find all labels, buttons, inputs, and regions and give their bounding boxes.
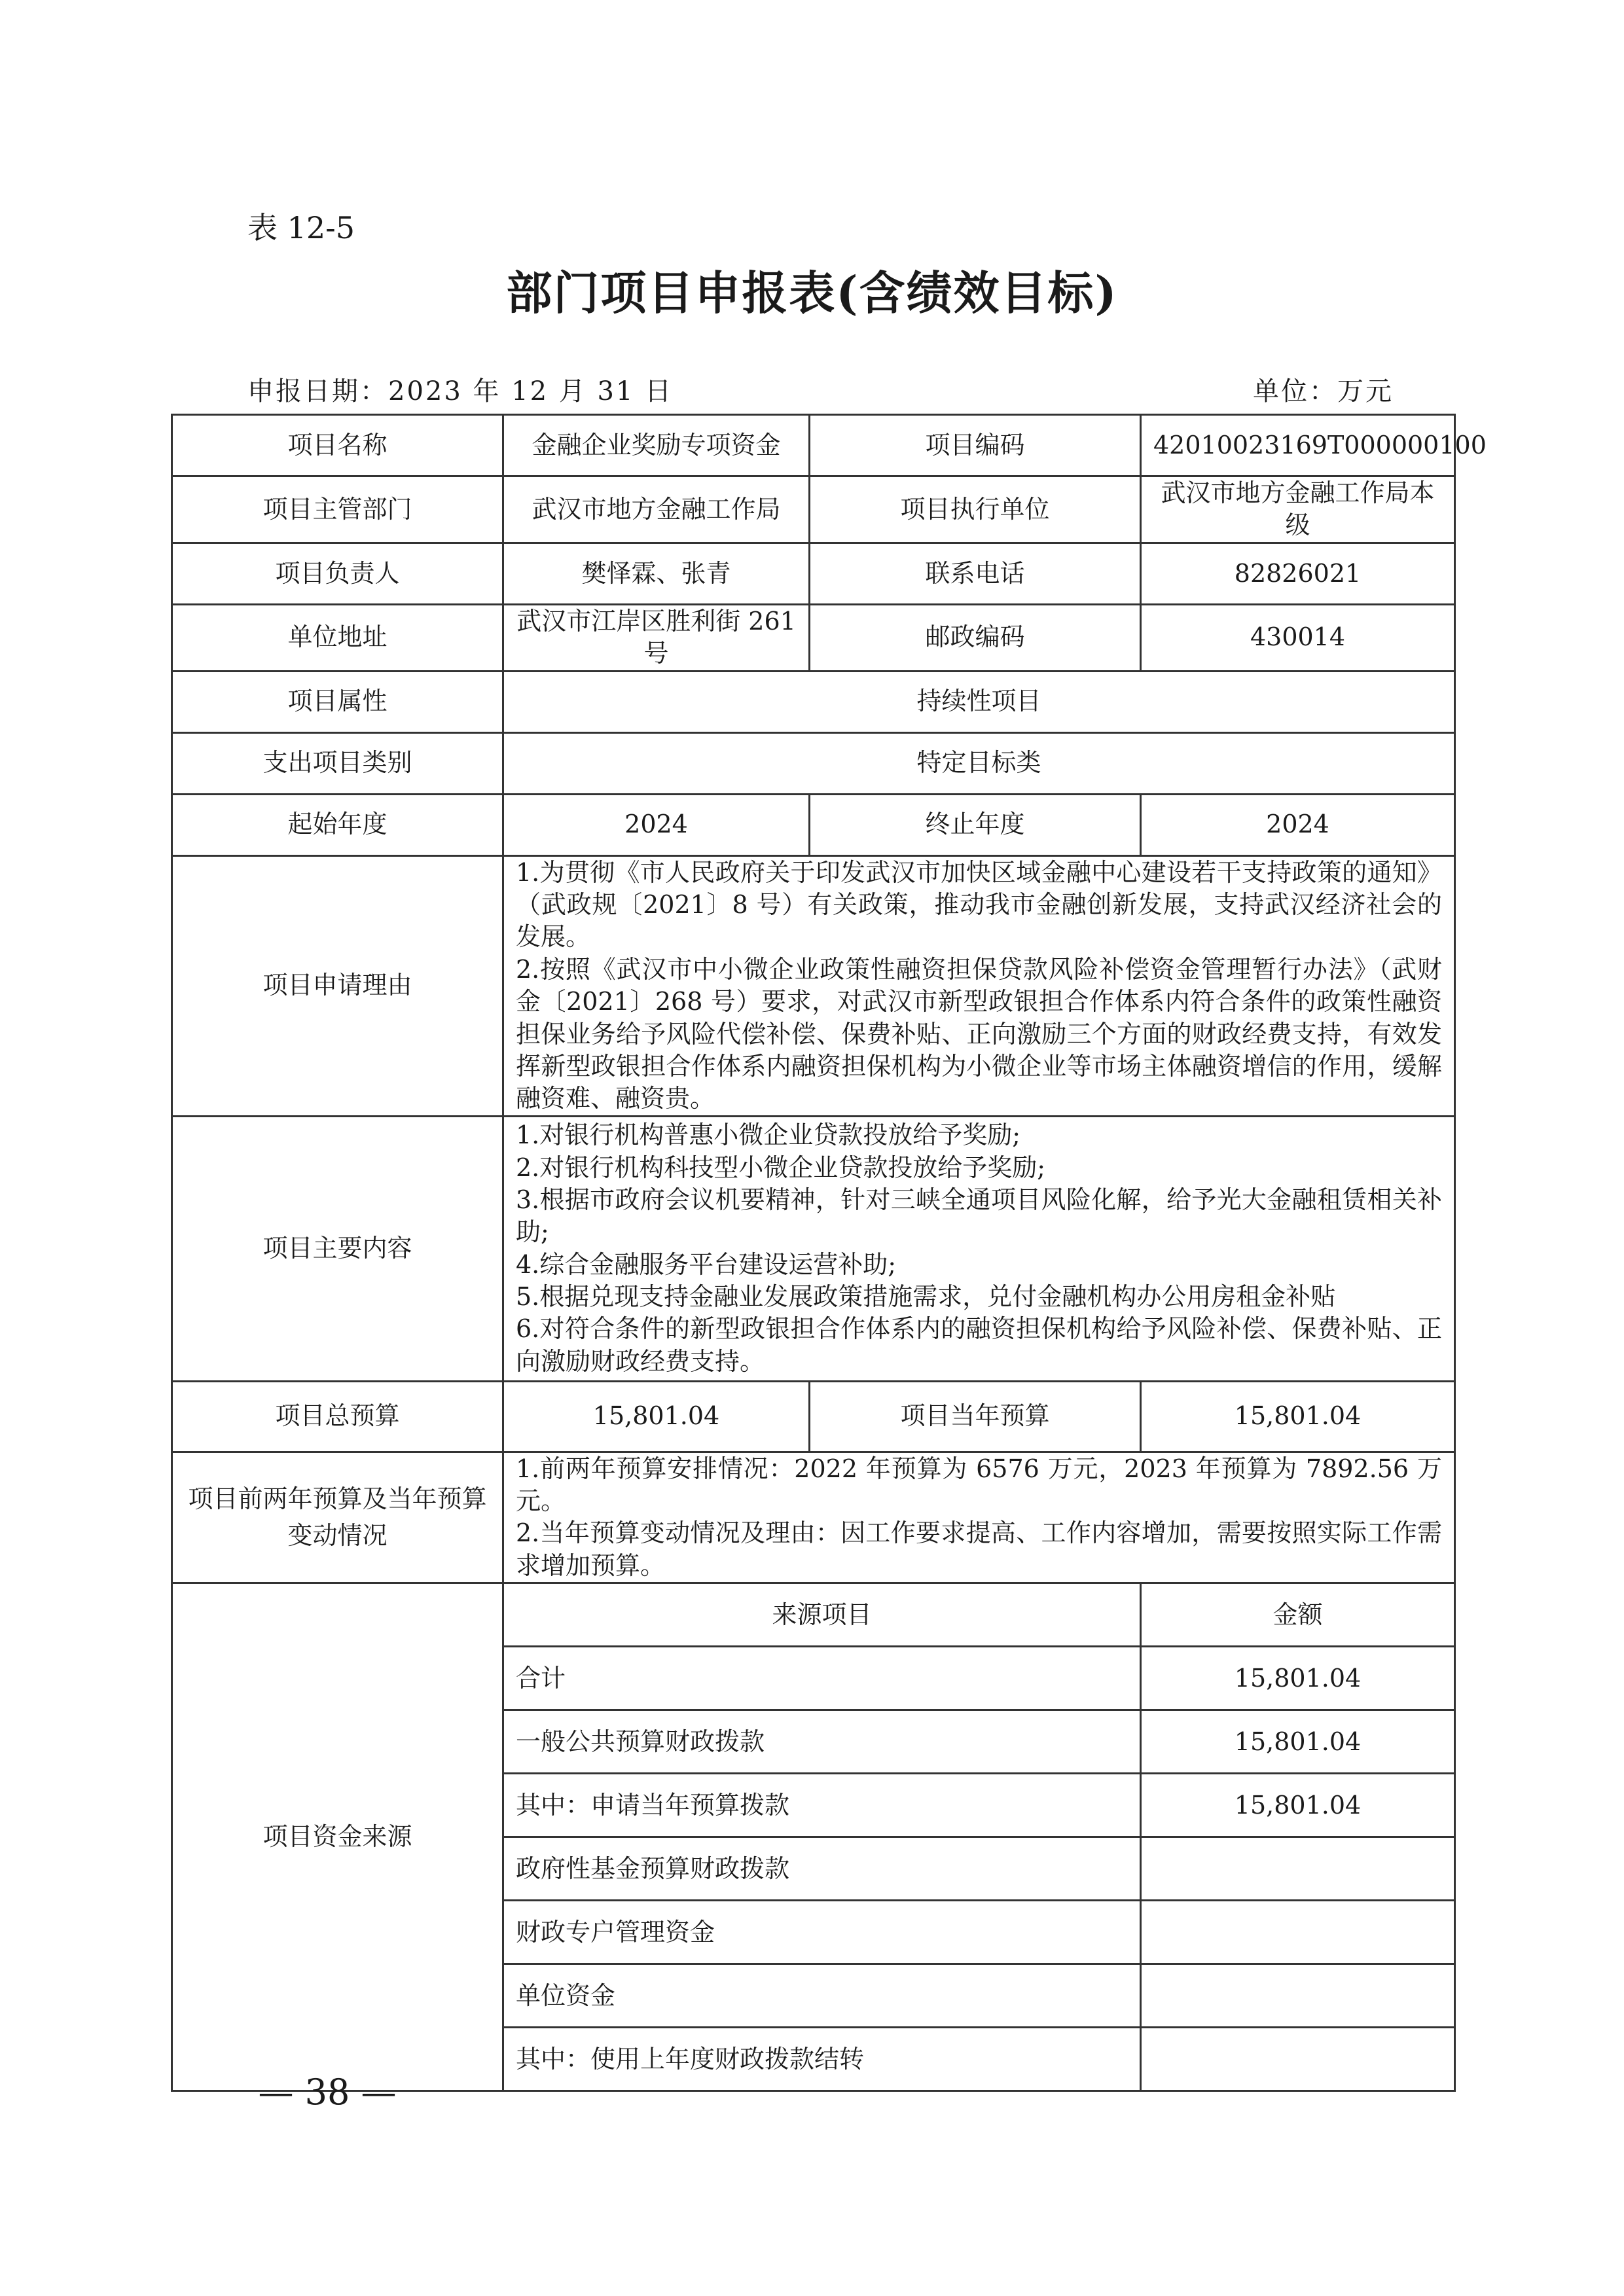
funding-source-amount: 15,801.04: [1141, 1774, 1455, 1837]
funding-source-amount: 15,801.04: [1141, 1647, 1455, 1710]
content-text: [503, 1116, 1455, 1381]
project-name-value: 金融企业奖励专项资金: [503, 415, 810, 476]
table-row: [172, 1116, 1455, 1381]
category-label: 支出项目类别: [172, 732, 503, 794]
reason-line: 2.按照《武汉市中小微企业政策性融资担保贷款风险补偿资金管理暂行办法》（武财金〔2021〕268 号）要求，对武汉市新型政银担合作体系内符合条件的政策性融资担保业务给予风险代偿补偿、保费补贴、正向激励三个方面的财政经费支持，有效发挥新型政银担合作体系内融资担保机构为小微企业等市场主体融资增信的作用，缓解融资难、融资贵。: [516, 954, 1442, 1113]
table-row: [172, 1452, 1455, 1583]
dept-label: 项目主管部门: [172, 476, 503, 543]
reason-label: 项目申请理由: [172, 855, 503, 1116]
content-line: 4.综合金融服务平台建设运营补助;: [516, 1249, 897, 1279]
reason-text: [503, 855, 1455, 1116]
change-text: [503, 1452, 1455, 1583]
funding-source-header: 来源项目: [503, 1583, 1141, 1647]
table-row: [172, 604, 1455, 671]
funding-source-name: 政府性基金预算财政拨款: [503, 1837, 1141, 1901]
change-line: 1.前两年预算安排情况：2022 年预算为 6576 万元，2023 年预算为 7892.56 万元。: [516, 1454, 1442, 1516]
address-label: 单位地址: [172, 604, 503, 671]
funding-source-amount: [1141, 1964, 1455, 2028]
table-row: [172, 543, 1455, 604]
leader-label: 项目负责人: [172, 543, 503, 604]
category-value: 特定目标类: [503, 732, 1455, 794]
project-code-value: 42010023169T000000100: [1141, 415, 1455, 476]
table-row: [172, 732, 1455, 794]
exec-unit-value: 武汉市地方金融工作局本级: [1141, 476, 1455, 543]
end-year-value: 2024: [1141, 794, 1455, 855]
start-year-label: 起始年度: [172, 794, 503, 855]
change-label: 项目前两年预算及当年预算变动情况: [172, 1452, 503, 1583]
table-row: [172, 1583, 1455, 1647]
table-row: [172, 671, 1455, 732]
address-value: 武汉市江岸区胜利街 261 号: [503, 604, 810, 671]
dept-value: 武汉市地方金融工作局: [503, 476, 810, 543]
funding-source-name: 其中：使用上年度财政拨款结转: [503, 2028, 1141, 2091]
funding-amount-header: 金额: [1141, 1583, 1455, 1647]
project-code-label: 项目编码: [810, 415, 1141, 476]
end-year-label: 终止年度: [810, 794, 1141, 855]
attribute-label: 项目属性: [172, 671, 503, 732]
current-budget-label: 项目当年预算: [810, 1381, 1141, 1452]
attribute-value: 持续性项目: [503, 671, 1455, 732]
exec-unit-label: 项目执行单位: [810, 476, 1141, 543]
change-line: 2.当年预算变动情况及理由：因工作要求提高、工作内容增加，需要按照实际工作需求增加预算。: [516, 1518, 1442, 1580]
table-label: 表 12-5: [247, 210, 355, 245]
funding-source-name: 单位资金: [503, 1964, 1141, 2028]
funding-source-name: 其中：申请当年预算拨款: [503, 1774, 1141, 1837]
page-number: — 38 —: [258, 2072, 397, 2113]
report-date: 申报日期：2023 年 12 月 31 日: [247, 376, 674, 406]
table-row: [172, 794, 1455, 855]
unit-label: 单位：万元: [1253, 376, 1394, 406]
table-row: [172, 855, 1455, 1116]
funding-source-amount: 15,801.04: [1141, 1710, 1455, 1774]
funding-source-amount: [1141, 2028, 1455, 2091]
phone-label: 联系电话: [810, 543, 1141, 604]
content-line: 5.根据兑现支持金融业发展政策措施需求，兑付金融机构办公用房租金补贴: [516, 1282, 1336, 1312]
content-line: 2.对银行机构科技型小微企业贷款投放给予奖励;: [516, 1153, 1046, 1182]
table-row: [172, 1381, 1455, 1452]
table-row: [172, 476, 1455, 543]
current-budget-value: 15,801.04: [1141, 1381, 1455, 1452]
funding-source-name: 一般公共预算财政拨款: [503, 1710, 1141, 1774]
total-budget-label: 项目总预算: [172, 1381, 503, 1452]
total-budget-value: 15,801.04: [503, 1381, 810, 1452]
funding-source-amount: [1141, 1901, 1455, 1964]
application-form-table: [171, 414, 1487, 2092]
content-line: 6.对符合条件的新型政银担合作体系内的融资担保机构给予风险补偿、保费补贴、正向激励财政经费支持。: [516, 1314, 1442, 1376]
postcode-label: 邮政编码: [810, 604, 1141, 671]
phone-value: 82826021: [1141, 543, 1455, 604]
funding-source-amount: [1141, 1837, 1455, 1901]
page-title: 部门项目申报表(含绩效目标): [506, 266, 1118, 320]
project-name-label: 项目名称: [172, 415, 503, 476]
funding-source-name: 合计: [503, 1647, 1141, 1710]
content-line: 3.根据市政府会议机要精神，针对三峡全通项目风险化解，给予光大金融租赁相关补助;: [516, 1185, 1442, 1247]
reason-line: 1.为贯彻《市人民政府关于印发武汉市加快区域金融中心建设若干支持政策的通知》（武政规〔2021〕8 号）有关政策，推动我市金融创新发展，支持武汉经济社会的发展。: [516, 857, 1442, 952]
start-year-value: 2024: [503, 794, 810, 855]
content-line: 1.对银行机构普惠小微企业贷款投放给予奖励;: [516, 1121, 1021, 1150]
postcode-value: 430014: [1141, 604, 1455, 671]
funding-label: 项目资金来源: [172, 1583, 503, 2091]
leader-value: 樊怿霖、张青: [503, 543, 810, 604]
table-row: [172, 415, 1455, 476]
content-label: 项目主要内容: [172, 1116, 503, 1381]
funding-source-name: 财政专户管理资金: [503, 1901, 1141, 1964]
